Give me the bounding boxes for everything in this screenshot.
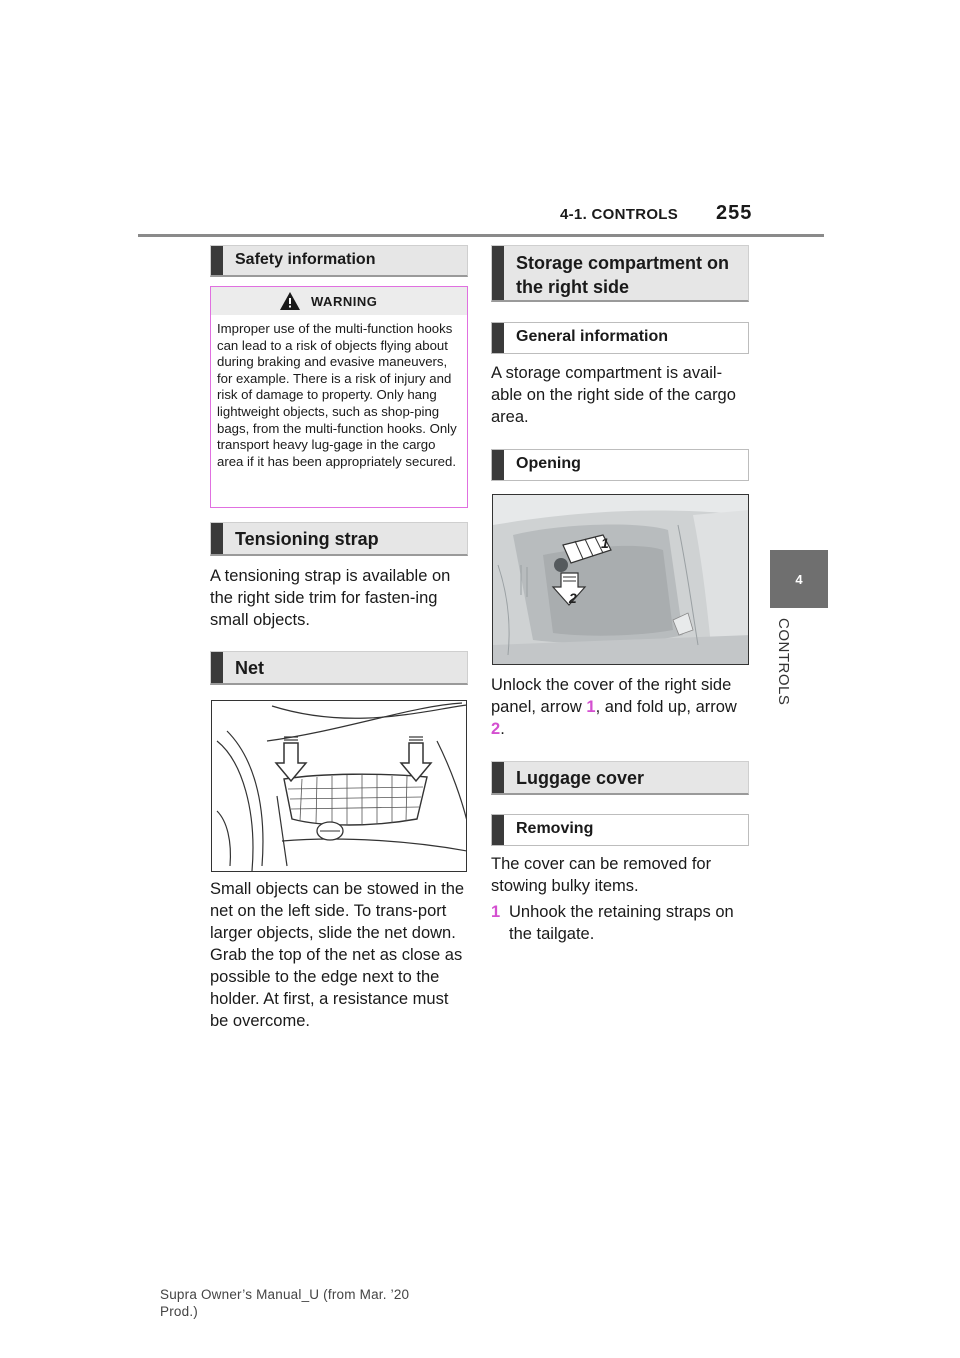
- step-text: Unhook the retaining straps on the tailgate.: [509, 903, 734, 943]
- storage-compartment-illustration: [492, 494, 749, 665]
- removing-heading: Removing: [491, 814, 749, 846]
- storage-compartment-heading: Storage compartment on the right side: [491, 245, 749, 302]
- removing-step-1: [491, 901, 749, 945]
- chapter-tab: [770, 550, 828, 608]
- removing-text: The cover can be removed for stowing bulky items.: [491, 855, 712, 895]
- tensioning-strap-heading: Tensioning strap: [210, 522, 468, 556]
- warning-triangle-icon: [279, 291, 301, 311]
- chapter-label: CONTROLS: [775, 618, 792, 706]
- opening-heading: Opening: [491, 449, 749, 481]
- safety-heading: Safety information: [210, 245, 468, 277]
- general-information-text: A storage compartment is avail-able on the right side of the cargo area.: [491, 364, 736, 426]
- net-heading: Net: [210, 651, 468, 685]
- step-number: 1: [491, 903, 501, 921]
- chapter-number: 4: [795, 571, 803, 587]
- net-illustration: [211, 700, 467, 872]
- section-title: 4-1. CONTROLS: [560, 206, 679, 223]
- net-text: Small objects can be stowed in the net on the left side. To trans-port larger objects, slide the net down. Grab the top of the net as close as possible to the edge next to the holder. At first, a resistance must be overcome.: [210, 880, 465, 1030]
- cargo-net-drawing: [212, 701, 467, 872]
- warning-box: [210, 286, 468, 508]
- general-information-heading: General information: [491, 322, 749, 354]
- figure-arrow-label-2: 2: [569, 590, 577, 606]
- opening-text: Unlock the cover of the right side panel, arrow 1, and fold up, arrow 2.: [491, 676, 737, 738]
- tensioning-strap-text: A tensioning strap is available on the right side trim for fasten-ing small objects.: [210, 567, 451, 629]
- figure-arrow-label-1: 1: [601, 535, 609, 551]
- warning-text: Improper use of the multi-function hooks can lead to a risk of objects flying about during braking and evasive maneuvers, for example. There is a risk of injury and risk of damage to property. Only hang lightweight objects, such as shop-ping bags, from the multi-function hooks. Only transport heavy lug-gage in the cargo area if it has been appropriately secured.: [217, 321, 457, 469]
- storage-compartment-photo: [493, 495, 749, 665]
- footer: Supra Owner’s Manual_U (from Mar. ’20 Prod.): [160, 1287, 410, 1319]
- header-rule: [138, 234, 824, 237]
- warning-label: WARNING: [311, 294, 378, 309]
- arrow-number-1: 1: [586, 698, 596, 716]
- page-number: 255: [716, 202, 753, 224]
- warning-header: [211, 287, 467, 315]
- luggage-cover-heading: Luggage cover: [491, 761, 749, 795]
- arrow-number-2: 2: [491, 720, 501, 738]
